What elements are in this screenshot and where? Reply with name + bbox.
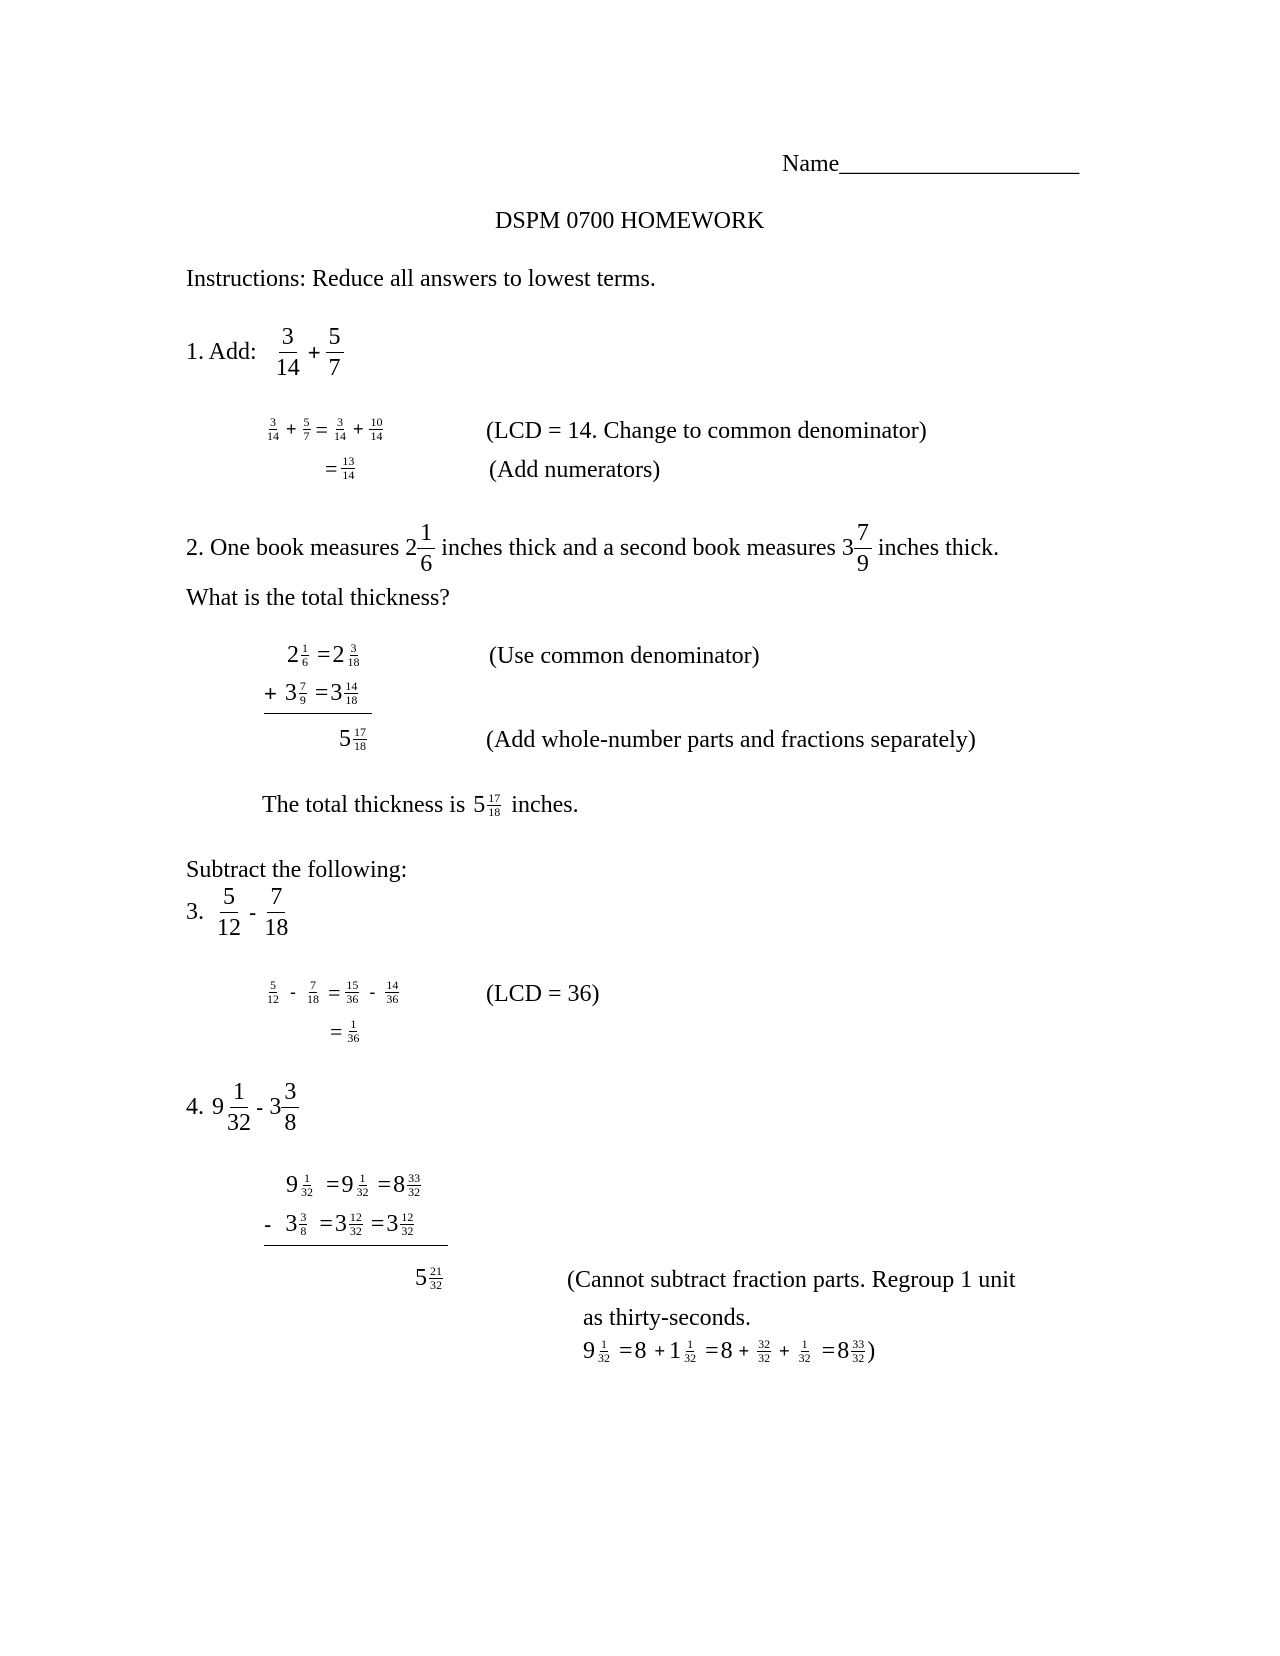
problem-3-step-1 — [264, 979, 401, 1006]
whole-number: 3 — [284, 680, 297, 706]
problem-2-answer — [262, 792, 579, 819]
problem-4-note-2: as thirty-seconds. — [583, 1305, 751, 1331]
fraction: 3 14 — [267, 415, 279, 443]
name-field-label: Name____________________ — [782, 151, 1080, 177]
whole-number: 8 — [634, 1338, 647, 1364]
whole-number: 9 — [286, 1172, 298, 1198]
fraction: $\frac{12}{32}$ — [349, 1210, 362, 1238]
fraction: 7 18 — [264, 884, 289, 941]
fraction: 21 32 — [430, 1264, 442, 1292]
equals-sign: = — [317, 642, 331, 668]
problem-2-note-2: (Add whole-number parts and fractions separately) — [486, 727, 976, 753]
equals-sign: = — [705, 1338, 719, 1364]
problem-1-note-1: (LCD = 14. Change to common denominator) — [486, 418, 927, 444]
fraction: $\frac{7}{9}$ — [299, 679, 306, 707]
problem-4-label: 4. — [186, 1094, 204, 1120]
fraction: 5 12 — [217, 884, 241, 941]
whole-number: 8 — [837, 1338, 850, 1364]
fraction: 12 32 — [401, 1210, 414, 1238]
whole-number: 9 — [212, 1094, 224, 1120]
whole-number: 3 — [334, 1211, 347, 1237]
whole-number: 5 — [339, 726, 351, 752]
problem-2-statement — [186, 518, 999, 579]
fraction: 14 18 — [345, 679, 358, 707]
fraction: $\frac{1}{6}$ — [302, 641, 308, 669]
fraction: 5 12 — [267, 978, 279, 1006]
instructions: Instructions: Reduce all answers to lowest terms. — [186, 266, 656, 292]
problem-1-note-2: (Add numerators) — [489, 457, 661, 483]
equals-sign: = — [619, 1338, 633, 1364]
plus-sign: + — [654, 1341, 666, 1361]
plus-sign: + — [264, 680, 277, 706]
problem-4 — [186, 1077, 299, 1138]
whole-number: 8 — [720, 1338, 733, 1364]
problem-2-text: inches thick and a second book measures 3 — [441, 535, 854, 561]
equals-sign: = — [330, 1018, 343, 1044]
whole-number: 9 — [341, 1172, 354, 1198]
page-title: DSPM 0700 HOMEWORK — [495, 208, 765, 234]
minus-sign: - — [369, 982, 376, 1002]
plus-sign: + — [779, 1341, 790, 1361]
fraction: $\frac{1}{32}$ — [598, 1337, 610, 1365]
equals-sign: = — [325, 455, 338, 481]
minus-sign: - — [256, 1094, 264, 1120]
problem-1 — [186, 322, 346, 383]
problem-2-text: 2. One book measures 2 — [186, 535, 418, 561]
problem-2-line-2 — [264, 680, 360, 707]
fraction: 1 32 — [227, 1079, 251, 1136]
subtract-heading: Subtract the following: — [186, 857, 408, 883]
problem-3 — [186, 882, 293, 943]
minus-sign: - — [264, 1211, 272, 1237]
minus-sign: - — [290, 982, 296, 1002]
problem-2-line-3 — [339, 726, 369, 753]
whole-number: 3 — [386, 1211, 399, 1237]
fraction: 33 32 — [408, 1171, 421, 1199]
fraction: 3 8 — [281, 1077, 299, 1138]
problem-2-note-1: (Use common denominator) — [489, 643, 760, 669]
whole-number: 5 — [415, 1265, 427, 1291]
whole-number: 9 — [583, 1338, 595, 1364]
answer-text: The total thickness is — [262, 792, 466, 818]
problem-2-text: inches thick. — [877, 535, 1000, 561]
problem-4-note-1: (Cannot subtract fraction parts. Regroup 1 unit — [567, 1267, 1016, 1293]
fraction: 14 36 — [386, 978, 399, 1006]
fraction: $\frac{1}{36}$ — [347, 1017, 360, 1045]
equals-sign: = — [315, 416, 328, 442]
closing-paren: ) — [867, 1338, 876, 1364]
problem-4-line-3 — [415, 1265, 445, 1292]
fraction: $\frac{5}{7}$ — [303, 415, 310, 443]
fraction: $\frac{1}{32}$ — [684, 1337, 697, 1365]
fraction: 3 18 — [347, 641, 360, 669]
fraction: 33 32 — [852, 1337, 865, 1365]
equals-sign: = — [377, 1172, 392, 1198]
fraction: 17 18 — [488, 791, 501, 819]
whole-number: 3 — [330, 680, 343, 706]
minus-sign: - — [249, 899, 257, 925]
fraction: $\frac{7}{18}$ — [307, 978, 319, 1006]
problem-4-line-2 — [264, 1211, 416, 1238]
equals-sign: = — [328, 979, 341, 1005]
fraction: $\frac{1}{32}$ — [798, 1337, 811, 1365]
fraction: 1 6 — [417, 518, 435, 579]
problem-1-label: 1. Add: — [186, 339, 257, 365]
whole-number: 3 — [269, 1094, 282, 1120]
fraction: 17 18 — [354, 725, 366, 753]
plus-sign: + — [352, 419, 364, 439]
fraction: $\frac{10}{14}$ — [370, 415, 383, 443]
answer-text: inches. — [511, 792, 579, 818]
fraction: $\frac{1}{32}$ — [301, 1171, 313, 1199]
problem-1-step-1 — [264, 416, 385, 443]
problem-3-label: 3. — [186, 899, 204, 925]
whole-number: 2 — [332, 642, 345, 668]
difference-rule — [264, 1245, 448, 1246]
problem-2-question: What is the total thickness? — [186, 585, 450, 611]
whole-number: 8 — [393, 1172, 406, 1198]
problem-3-note: (LCD = 36) — [486, 981, 600, 1007]
whole-number: 2 — [287, 642, 299, 668]
problem-4-line-1 — [286, 1172, 423, 1199]
fraction: $\frac{5}{7}$ — [326, 322, 344, 383]
problem-2-line-1 — [287, 642, 363, 669]
fraction: $\frac{3}{8}$ — [300, 1210, 307, 1238]
equals-sign: = — [326, 1172, 340, 1198]
equals-sign: = — [821, 1338, 836, 1364]
plus-sign: + — [286, 419, 297, 439]
equals-sign: = — [314, 680, 329, 706]
whole-number: 1 — [669, 1338, 682, 1364]
problem-3-step-2 — [330, 1018, 362, 1045]
problem-4-regroup — [583, 1338, 875, 1365]
fraction: 7 9 — [854, 518, 872, 579]
fraction: $\frac{32}{32}$ — [758, 1337, 771, 1365]
equals-sign: = — [319, 1211, 333, 1237]
whole-number: 3 — [285, 1211, 298, 1237]
plus-sign: + — [307, 339, 321, 365]
sum-rule — [264, 713, 372, 714]
fraction: $\frac{13}{14}$ — [342, 454, 355, 482]
equals-sign: = — [370, 1211, 385, 1237]
fraction: $\frac{15}{36}$ — [346, 978, 359, 1006]
fraction: 3 14 — [275, 324, 300, 381]
fraction: $\frac{1}{32}$ — [356, 1171, 369, 1199]
plus-sign: + — [738, 1341, 750, 1361]
fraction: $\frac{3}{14}$ — [333, 415, 346, 443]
whole-number: 5 — [473, 792, 486, 818]
problem-1-step-2 — [325, 455, 357, 482]
